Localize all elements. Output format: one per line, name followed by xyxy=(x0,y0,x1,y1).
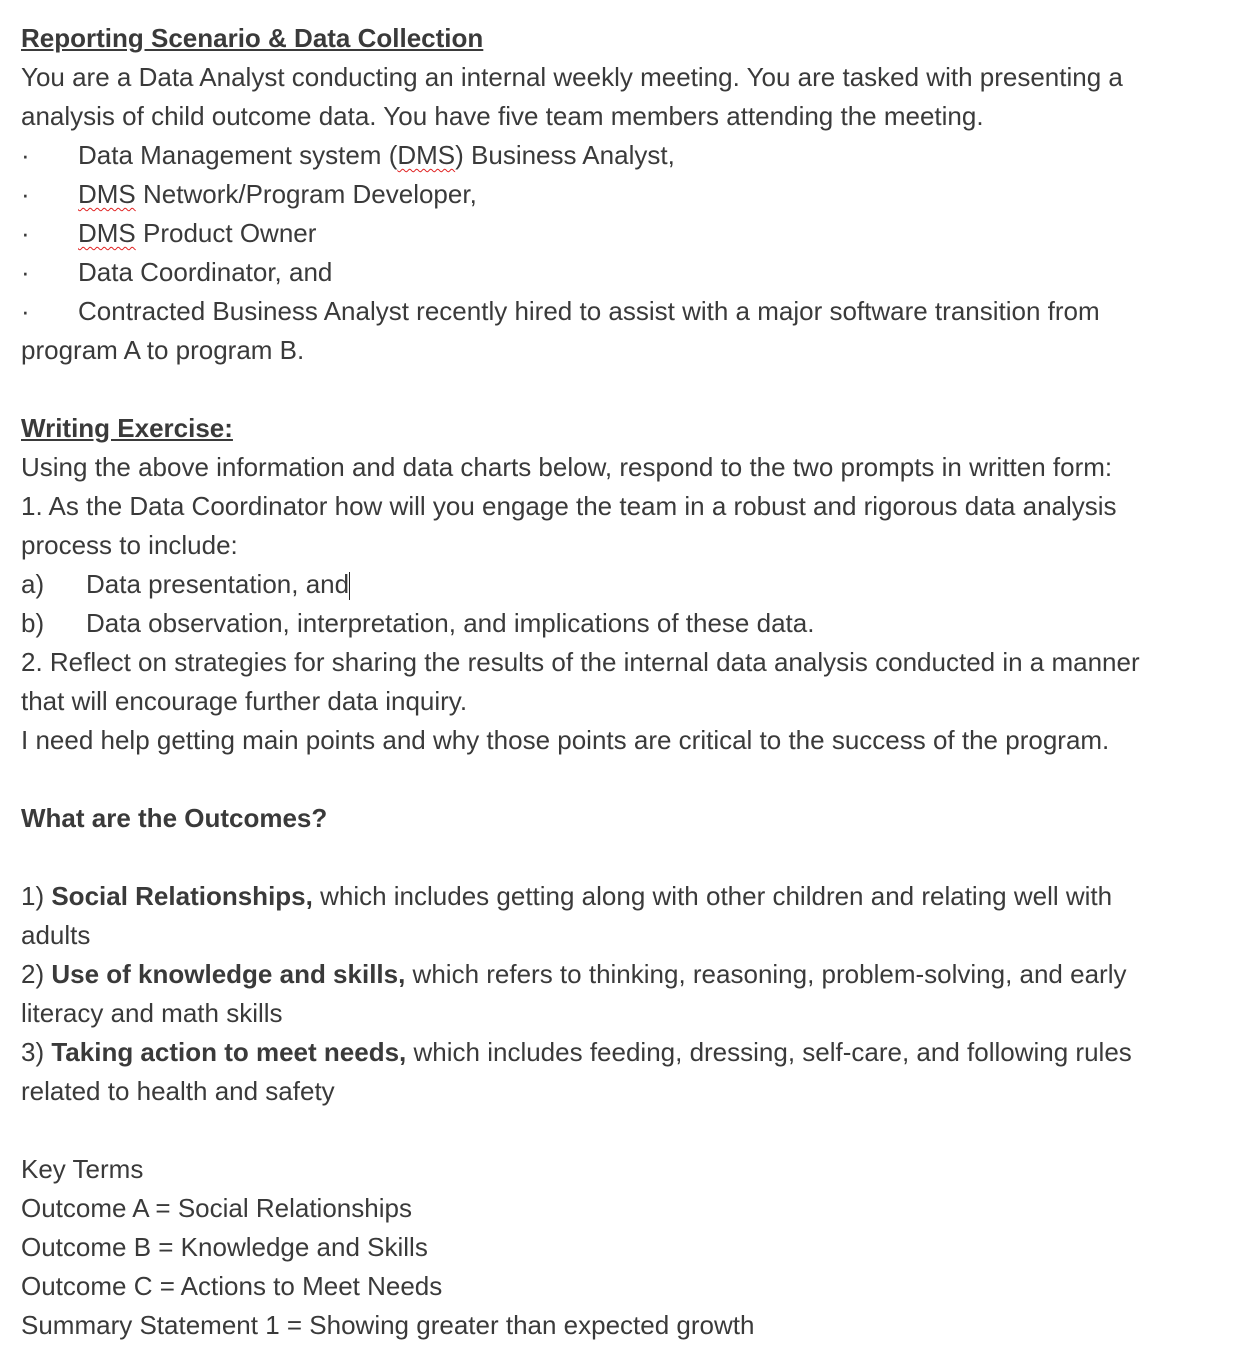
outcome-item: 3) Taking action to meet needs, which includes feeding, dressing, self-care, and following rules xyxy=(21,1037,1132,1067)
exercise-heading: Writing Exercise: xyxy=(21,413,233,443)
key-term: Summary Statement 1 = Showing greater than expected growth xyxy=(21,1310,755,1340)
outcome-item-cont: literacy and math skills xyxy=(21,998,283,1028)
team-member-item: · Contracted Business Analyst recently hired to assist with a major software transition from xyxy=(21,292,1251,331)
outcome-item: 1) Social Relationships, which includes getting along with other children and relating well with xyxy=(21,881,1113,911)
outcome-item-cont: adults xyxy=(21,920,91,950)
key-term: Outcome A = Social Relationships xyxy=(21,1193,412,1223)
outcome-item: 2) Use of knowledge and skills, which refers to thinking, reasoning, problem-solving, and early xyxy=(21,959,1127,989)
bullet: · xyxy=(21,296,30,326)
bullet: · xyxy=(21,179,30,209)
list-item-b: b) Data observation, interpretation, and implications of these data. xyxy=(21,608,815,638)
team-member-item-cont: program A to program B. xyxy=(21,335,305,365)
spellcheck-word[interactable]: DMS xyxy=(78,218,136,248)
exercise-line: 1. As the Data Coordinator how will you engage the team in a robust and rigorous data analysis xyxy=(21,491,1117,521)
bullet: · xyxy=(21,257,30,287)
team-member-item: · Data Coordinator, and xyxy=(21,253,1251,292)
spellcheck-word[interactable]: DMS xyxy=(78,179,136,209)
document-body[interactable] xyxy=(21,19,1251,1345)
exercise-line: 2. Reflect on strategies for sharing the results of the internal data analysis conducted in a manner xyxy=(21,647,1140,677)
bullet: · xyxy=(21,218,30,248)
team-member-item: · DMS Product Owner xyxy=(21,214,1251,253)
outcomes-heading: What are the Outcomes? xyxy=(21,803,328,833)
key-term: Outcome C = Actions to Meet Needs xyxy=(21,1271,443,1301)
list-item-a: a) Data presentation, and xyxy=(21,569,350,599)
intro-line: analysis of child outcome data. You have five team members attending the meeting. xyxy=(21,101,984,131)
spellcheck-word[interactable]: DMS xyxy=(397,140,456,170)
exercise-line: that will encourage further data inquiry. xyxy=(21,686,468,716)
scenario-heading: Reporting Scenario & Data Collection xyxy=(21,23,484,53)
exercise-line: process to include: xyxy=(21,530,238,560)
outcome-item-cont: related to health and safety xyxy=(21,1076,335,1106)
key-terms-heading: Key Terms xyxy=(21,1154,144,1184)
key-term: Outcome B = Knowledge and Skills xyxy=(21,1232,428,1262)
team-member-item: · Data Management system (DMS) Business Analyst, xyxy=(21,136,1251,175)
exercise-line: I need help getting main points and why those points are critical to the success of the program. xyxy=(21,725,1110,755)
bullet: · xyxy=(21,140,30,170)
intro-line: You are a Data Analyst conducting an internal weekly meeting. You are tasked with presenting a xyxy=(21,62,1123,92)
exercise-line: Using the above information and data charts below, respond to the two prompts in written form: xyxy=(21,452,1113,482)
team-member-item: · DMS Network/Program Developer, xyxy=(21,175,1251,214)
text-cursor xyxy=(349,572,350,600)
